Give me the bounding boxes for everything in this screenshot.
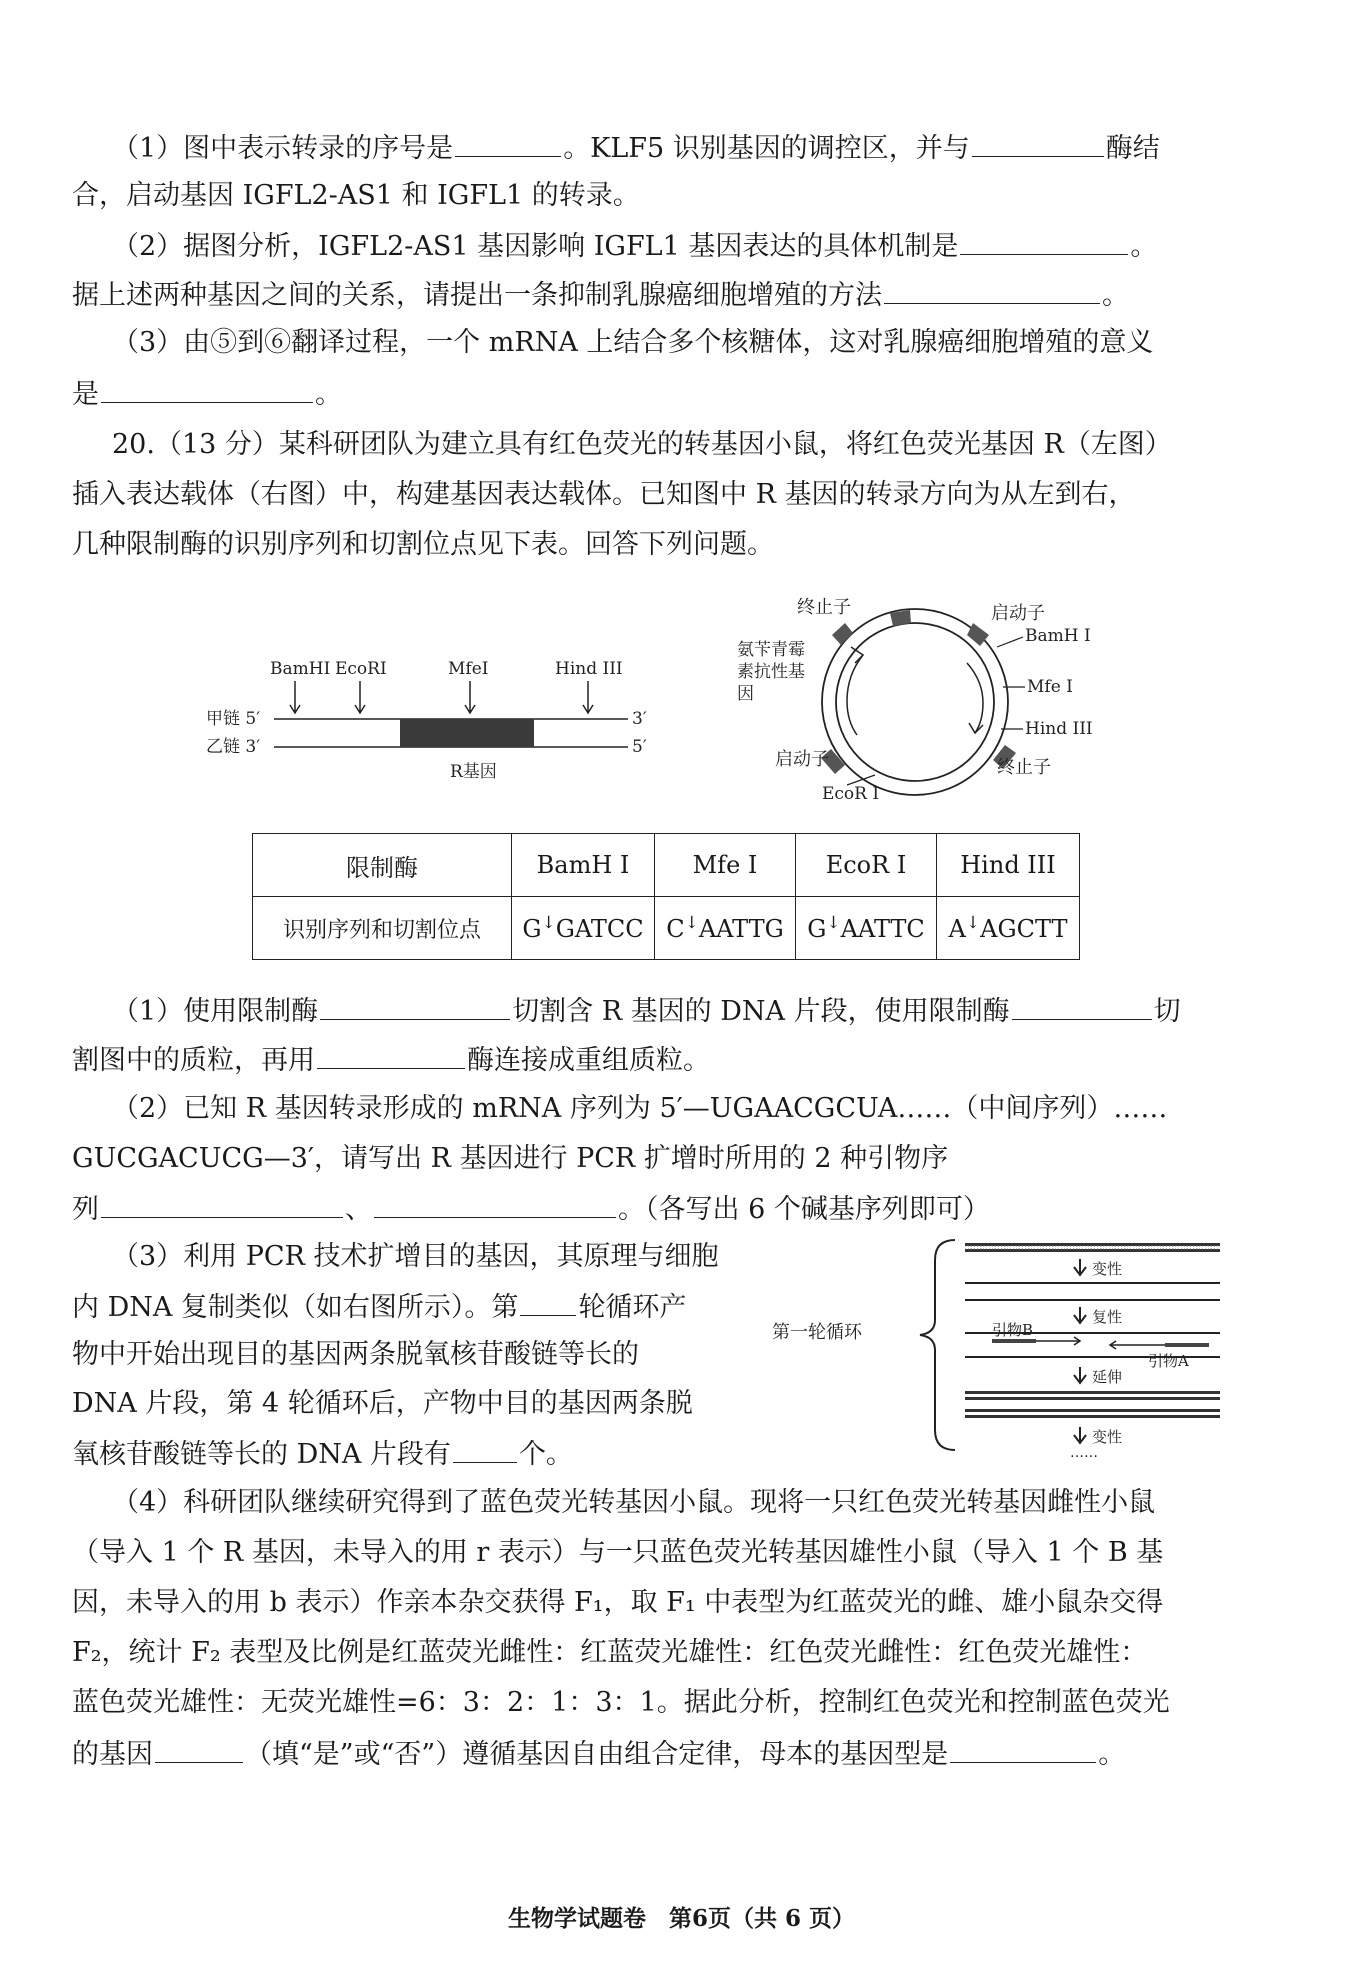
text: 。KLF5 识别基因的调控区，并与 (563, 133, 970, 164)
answer-blank[interactable] (101, 374, 313, 403)
text: 列 (72, 1194, 99, 1225)
gene-label: R基因 (450, 762, 497, 782)
seq-pre: G (522, 915, 542, 943)
cut-arrows (290, 681, 593, 713)
answer-blank[interactable] (520, 1287, 576, 1316)
text: 酶连接成重组质粒。 (467, 1045, 710, 1076)
q20-s3-line4: DNA 片段，第 4 轮循环后，产物中目的基因两条脱 (72, 1388, 693, 1419)
text: 。 (1098, 1739, 1126, 1770)
plasmid-elements (821, 610, 1016, 774)
q20-s3-line3: 物中开始出现目的基因两条脱氧核苷酸链等长的 (72, 1339, 639, 1370)
text: 。 (1130, 231, 1158, 262)
terminator-bottom-label: 终止子 (997, 757, 1051, 778)
promoter-bottom-label: 启动子 (775, 749, 829, 770)
q20-s2-line1: （2）已知 R 基因转录形成的 mRNA 序列为 5′—UGAACGCUA……（中间序列）…… (112, 1093, 1168, 1124)
text: 轮循环产 (578, 1292, 687, 1323)
q20-s4-line3: 因，未导入的用 b 表示）作亲本杂交获得 F₁，取 F₁ 中表型为红蓝荧光的雌、雄小鼠杂交得 (72, 1587, 1164, 1618)
table-cell: EcoR I (796, 834, 937, 897)
transcription-direction-arrow (967, 663, 983, 733)
q20-s2-line3 (72, 1189, 990, 1229)
text: （2）据图分析，IGFL2-AS1 基因影响 IGFL1 基因表达的具体机制是 (112, 231, 959, 262)
text: （1）使用限制酶 (112, 996, 319, 1027)
site-label-bamhi: BamHI (270, 659, 331, 679)
seq-post: AGCTT (980, 915, 1068, 943)
answer-blank[interactable] (950, 1734, 1096, 1763)
r-gene-box (400, 719, 534, 747)
q20-s4-line2: （导入 1 个 R 基因，未导入的用 r 表示）与一只蓝色荧光转基因雄性小鼠（导入 1 个 B 基 (72, 1537, 1164, 1568)
text: 的基因 (72, 1739, 153, 1770)
ecori-label: EcoR I (822, 784, 880, 804)
strand-b-end: 5′ (632, 737, 647, 757)
q20-s4-line1: （4）科研团队继续研究得到了蓝色荧光转基因小鼠。现将一只红色荧光转基因雌性小鼠 (112, 1487, 1156, 1518)
answer-blank[interactable] (453, 1434, 517, 1463)
table-cell (655, 897, 796, 960)
brace (920, 1240, 955, 1450)
q20-intro-line1: 20.（13 分）某科研团队为建立具有红色荧光的转基因小鼠，将红色荧光基因 R（左图） (112, 429, 1172, 460)
answer-blank[interactable] (1012, 991, 1152, 1020)
terminator-top-label: 终止子 (797, 597, 851, 618)
site-label-hindiii: Hind III (555, 659, 623, 679)
text: 切 (1153, 996, 1181, 1027)
text: 酶结 (1105, 133, 1160, 164)
plasmid-inner (836, 623, 994, 781)
table-cell (937, 897, 1080, 960)
dsdna-extended (965, 1391, 1220, 1418)
primer-a-label: 引物A (1148, 1352, 1189, 1370)
strand-a-label: 甲链 5′ (206, 709, 261, 729)
extend-label: 延伸 (1092, 1368, 1123, 1386)
text: 。（各写出 6 个碱基序列即可） (618, 1194, 990, 1225)
q19-part3-line2 (72, 374, 342, 414)
restriction-enzyme-table (252, 833, 1080, 960)
text: 。 (315, 379, 342, 410)
resistance-label-2: 素抗性基 (737, 662, 805, 682)
q19-part1-line1 (112, 128, 1160, 168)
cut-arrow: ↓ (684, 913, 699, 933)
text: （1）图中表示转录的序号是 (112, 133, 454, 164)
text: 内 DNA 复制类似（如右图所示）。第 (72, 1292, 519, 1323)
primer-b-label: 引物B (992, 1321, 1034, 1339)
text: 据上述两种基因之间的关系，请提出一条抑制乳腺癌细胞增殖的方法 (72, 280, 882, 311)
q20-intro-line3: 几种限制酶的识别序列和切割位点见下表。回答下列问题。 (72, 529, 774, 560)
text: 割图中的质粒，再用 (72, 1045, 315, 1076)
answer-blank[interactable] (155, 1734, 243, 1763)
q19-part2-line1 (112, 226, 1157, 266)
table-cell: 限制酶 (253, 834, 512, 897)
resistance-label-3: 因 (737, 684, 754, 704)
page-footer: 生物学试题卷 第6页（共 6 页） (507, 1905, 856, 1932)
resistance-label-1: 氨苄青霉 (737, 640, 805, 660)
q19-part1-line2: 合，启动基因 IGFL2-AS1 和 IGFL1 的转录。 (72, 180, 640, 211)
table-cell: Hind III (937, 834, 1080, 897)
seq-pre: G (807, 915, 827, 943)
anneal-label: 复性 (1092, 1308, 1123, 1326)
svg-text:……: …… (1070, 1445, 1098, 1460)
q20-s2-line2: GUCGACUCG—3′，请写出 R 基因进行 PCR 扩增时所用的 2 种引物序 (72, 1143, 949, 1174)
q20-s4-line5: 蓝色荧光雄性：无荧光雄性=6：3：2：1：3：1。据此分析，控制红色荧光和控制蓝色荧光 (72, 1687, 1170, 1718)
seq-post: AATTG (698, 915, 784, 943)
cut-arrow: ↓ (826, 913, 841, 933)
q20-s1-line2 (72, 1040, 710, 1080)
q19-part2-line2 (72, 275, 1129, 315)
q20-s3-line2 (72, 1287, 686, 1327)
q20-s4-line4: F₂，统计 F₂ 表型及比例是红蓝荧光雌性：红蓝荧光雄性：红色荧光雌性：红色荧光雄性： (72, 1637, 1148, 1668)
text: 个。 (518, 1439, 573, 1470)
table-cell: BamH I (512, 834, 655, 897)
mfei-label: Mfe I (1027, 677, 1073, 697)
cut-arrow: ↓ (541, 913, 556, 933)
seq-post: AATTC (840, 915, 925, 943)
answer-blank[interactable] (317, 1040, 465, 1069)
table-cell: Mfe I (655, 834, 796, 897)
seq-post: GATCC (555, 915, 644, 943)
denature-1-label: 变性 (1092, 1260, 1123, 1278)
answer-blank[interactable] (972, 128, 1104, 157)
resistance-direction-arrow (847, 655, 863, 735)
text: （填“是”或“否”）遵循基因自由组合定律，母本的基因型是 (245, 1739, 949, 1770)
primer-b-mark (992, 1339, 1036, 1343)
hindiii-label: Hind III (1025, 719, 1093, 739)
strand-b-label: 乙链 3′ (206, 737, 261, 757)
seq-pre: A (948, 915, 966, 943)
dsdna-top (965, 1243, 1220, 1252)
q20-s3-line5 (72, 1434, 573, 1474)
site-label-ecori: EcoRI (335, 659, 387, 679)
cycle-label: 第一轮循环 (772, 1322, 862, 1343)
q20-s1-line1 (112, 991, 1181, 1031)
table-cell (796, 897, 937, 960)
q20-s4-line6 (72, 1734, 1125, 1774)
q20-s3-line1: （3）利用 PCR 技术扩增目的基因，其原理与细胞 (112, 1241, 719, 1272)
answer-blank[interactable] (374, 1189, 616, 1218)
seq-pre: C (666, 915, 685, 943)
text: 切割含 R 基因的 DNA 片段，使用限制酶 (512, 996, 1010, 1027)
denature-2-label: 变性 (1092, 1428, 1123, 1446)
text: 氧核苷酸链等长的 DNA 片段有 (72, 1439, 451, 1470)
table-cell (512, 897, 655, 960)
cut-arrow: ↓ (965, 913, 981, 933)
primer-a-mark (1165, 1343, 1209, 1347)
site-label-mfei: MfeI (448, 659, 489, 679)
answer-blank[interactable] (101, 1189, 343, 1218)
text: 。 (1102, 280, 1129, 311)
r-gene-diagram (200, 655, 680, 785)
table-header-row (253, 834, 1080, 897)
text: 是 (72, 379, 99, 410)
answer-blank[interactable] (884, 275, 1100, 304)
table-cell: 识别序列和切割位点 (253, 897, 512, 960)
pcr-cycle-diagram (770, 1235, 1240, 1460)
strand-a-end: 3′ (632, 709, 647, 729)
answer-blank[interactable] (455, 128, 561, 157)
table-row (253, 897, 1080, 960)
promoter-top-label: 启动子 (991, 603, 1045, 624)
answer-blank[interactable] (960, 226, 1128, 255)
answer-blank[interactable] (320, 991, 510, 1020)
bamhi-label: BamH I (1025, 626, 1091, 646)
q20-intro-line2: 插入表达载体（右图）中，构建基因表达载体。已知图中 R 基因的转录方向为从左到右， (72, 479, 1136, 510)
text: 、 (345, 1194, 372, 1225)
plasmid-diagram (735, 595, 1125, 820)
q19-part3-line1: （3）由⑤到⑥翻译过程，一个 mRNA 上结合多个核糖体，这对乳腺癌细胞增殖的意义 (112, 327, 1154, 358)
